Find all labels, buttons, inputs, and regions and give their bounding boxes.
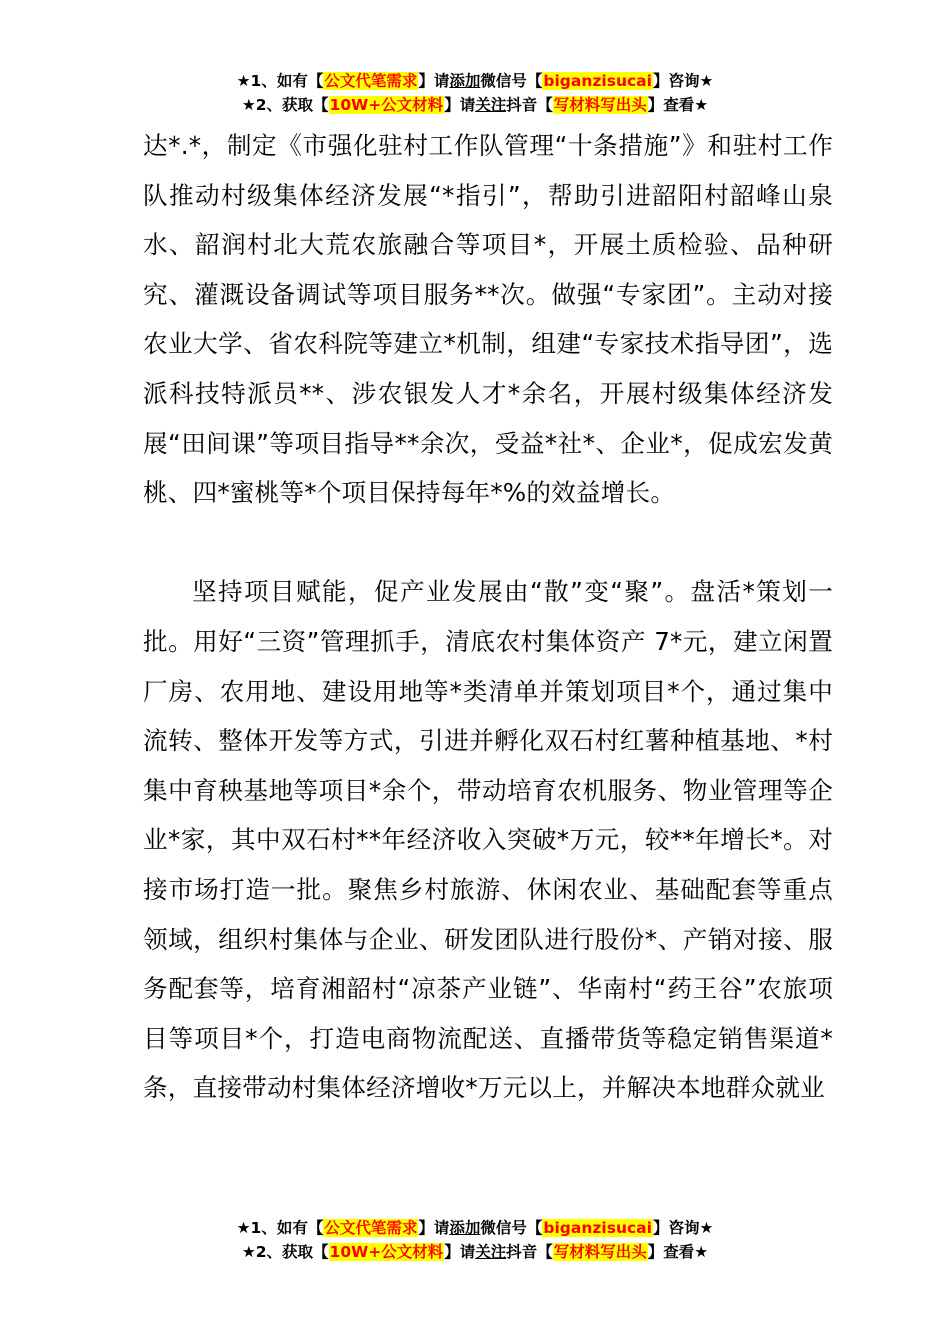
banner-line-1	[0, 1216, 950, 1240]
paragraph-2: 坚持项目赋能，促产业发展由“散”变“聚”。盘活*策划一批。用好“三资”管理抓手，清底农村集体资产 7*元，建立闲置厂房、农用地、建设用地等*类清单并策划项目*个，通过集中流转、整体开发等方式，引进并孵化双石村红薯种植基地、*村集中育秧基地等项目*余个，带动培育农机服务、物业管理等企业*家，其中双石村**年经济收入突破*万元，较**年增长*。对接市场打造一批。聚焦乡村旅游、休闲农业、基础配套等重点领域，组织村集体与企业、研发团队进行股份*、产销对接、服务配套等，培育湘韶村“凉茶产业链”、华南村“药王谷”农旅项目等项目*个，打造电商物流配送、直播带货等稳定销售渠道*条，直接带动村集体经济增收*万元以上，并解决本地群众就业	[143, 577, 833, 1103]
banner-highlight: 写材料写出头	[553, 1243, 647, 1261]
banner-text: ★2、获取【	[241, 1243, 329, 1261]
banner-underline: 关注	[475, 1243, 507, 1261]
banner-text: 】查看★	[647, 1243, 709, 1261]
banner-text: 微信号【	[480, 72, 543, 90]
banner-highlight: 10W+公文材料	[329, 1243, 444, 1261]
paragraph-gap	[143, 518, 833, 568]
banner-text: 】查看★	[647, 96, 709, 114]
banner-highlight: 公文代笔需求	[324, 1219, 418, 1237]
banner-text: 】咨询★	[652, 72, 714, 90]
banner-line-1	[0, 69, 950, 93]
banner-line-2	[0, 93, 950, 117]
banner-text: ★2、获取【	[241, 96, 329, 114]
document-body	[143, 121, 833, 1113]
header-banner	[0, 69, 950, 117]
banner-underline: 添加	[449, 1219, 481, 1237]
banner-underline: 关注	[475, 96, 507, 114]
banner-highlight: biganzisucai	[543, 1219, 652, 1237]
banner-text: ★1、如有【	[236, 72, 324, 90]
banner-text: 】请	[444, 96, 476, 114]
banner-text: 】请	[418, 1219, 450, 1237]
banner-text: 微信号【	[480, 1219, 543, 1237]
banner-underline: 添加	[449, 72, 481, 90]
banner-highlight: 10W+公文材料	[329, 96, 444, 114]
banner-text: 抖音【	[506, 96, 553, 114]
banner-text: 抖音【	[506, 1243, 553, 1261]
footer-banner	[0, 1216, 950, 1264]
banner-text: ★1、如有【	[236, 1219, 324, 1237]
banner-highlight: 写材料写出头	[553, 96, 647, 114]
banner-text: 】请	[444, 1243, 476, 1261]
banner-highlight: biganzisucai	[543, 72, 652, 90]
banner-text: 】咨询★	[652, 1219, 714, 1237]
banner-text: 】请	[418, 72, 450, 90]
paragraph-1: 达*.*，制定《市强化驻村工作队管理“十条措施”》和驻村工作队推动村级集体经济发展“*指引”，帮助引进韶阳村韶峰山泉水、韶润村北大荒农旅融合等项目*，开展土质检验、品种研究、灌溉设备调试等项目服务**次。做强“专家团”。主动对接农业大学、省农科院等建立*机制，组建“专家技术指导团”，选派科技特派员**、涉农银发人才*余名，开展村级集体经济发展“田间课”等项目指导**余次，受益*社*、企业*，促成宏发黄桃、四*蜜桃等*个项目保持每年*%的效益增长。	[143, 131, 833, 508]
banner-line-2	[0, 1240, 950, 1264]
banner-highlight: 公文代笔需求	[324, 72, 418, 90]
